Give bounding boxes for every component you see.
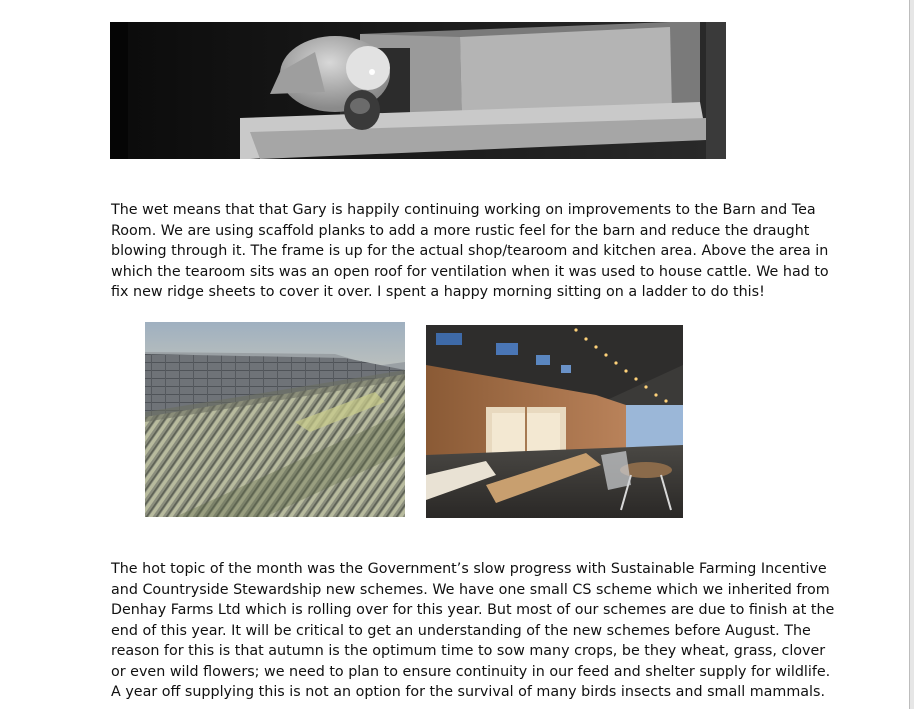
paragraph-farming-schemes xyxy=(111,559,835,703)
barn-interior-photo xyxy=(426,325,683,518)
text-line: reason for this is that autumn is the optimum time to sow many crops, be they wheat, grass, clover xyxy=(111,643,826,659)
roof-sheets-photo xyxy=(145,322,405,517)
text-line: end of this year. It will be critical to get an understanding of the new schemes before August. The xyxy=(111,622,811,639)
text-line: fix new ridge sheets to cover it over. I spent a happy morning sitting on a ladder to do this! xyxy=(111,284,765,300)
text-line: or even wild flowers; we need to plan to ensure continuity in our feed and shelter supply for wildlife. xyxy=(111,663,831,680)
text-line: Denhay Farms Ltd which is rolling over for this year. But most of our schemes are due to finish at the xyxy=(111,602,835,618)
text-line: A year off supplying this is not an option for the survival of many birds insects and small mammals. xyxy=(111,684,825,700)
text-line: The hot topic of the month was the Government’s slow progress with Sustainable Farming Incentive xyxy=(111,561,827,577)
barn-owl-night-photo xyxy=(110,22,726,159)
text-line: Room. We are using scaffold planks to add a more rustic feel for the barn and reduce the draught xyxy=(111,222,810,239)
paragraph-barn-tearoom xyxy=(111,200,829,303)
page-edge-scroll-area xyxy=(909,0,914,709)
text-line: which the tearoom sits was an open roof for ventilation when it was used to house cattle. We had to xyxy=(111,263,829,280)
text-line: blowing through it. The frame is up for the actual shop/tearoom and kitchen area. Above the area in xyxy=(111,243,829,259)
text-line: and Countryside Stewardship new schemes. We have one small CS scheme which we inherited from xyxy=(111,581,830,598)
text-line: The wet means that that Gary is happily continuing working on improvements to the Barn and Tea xyxy=(111,202,816,218)
